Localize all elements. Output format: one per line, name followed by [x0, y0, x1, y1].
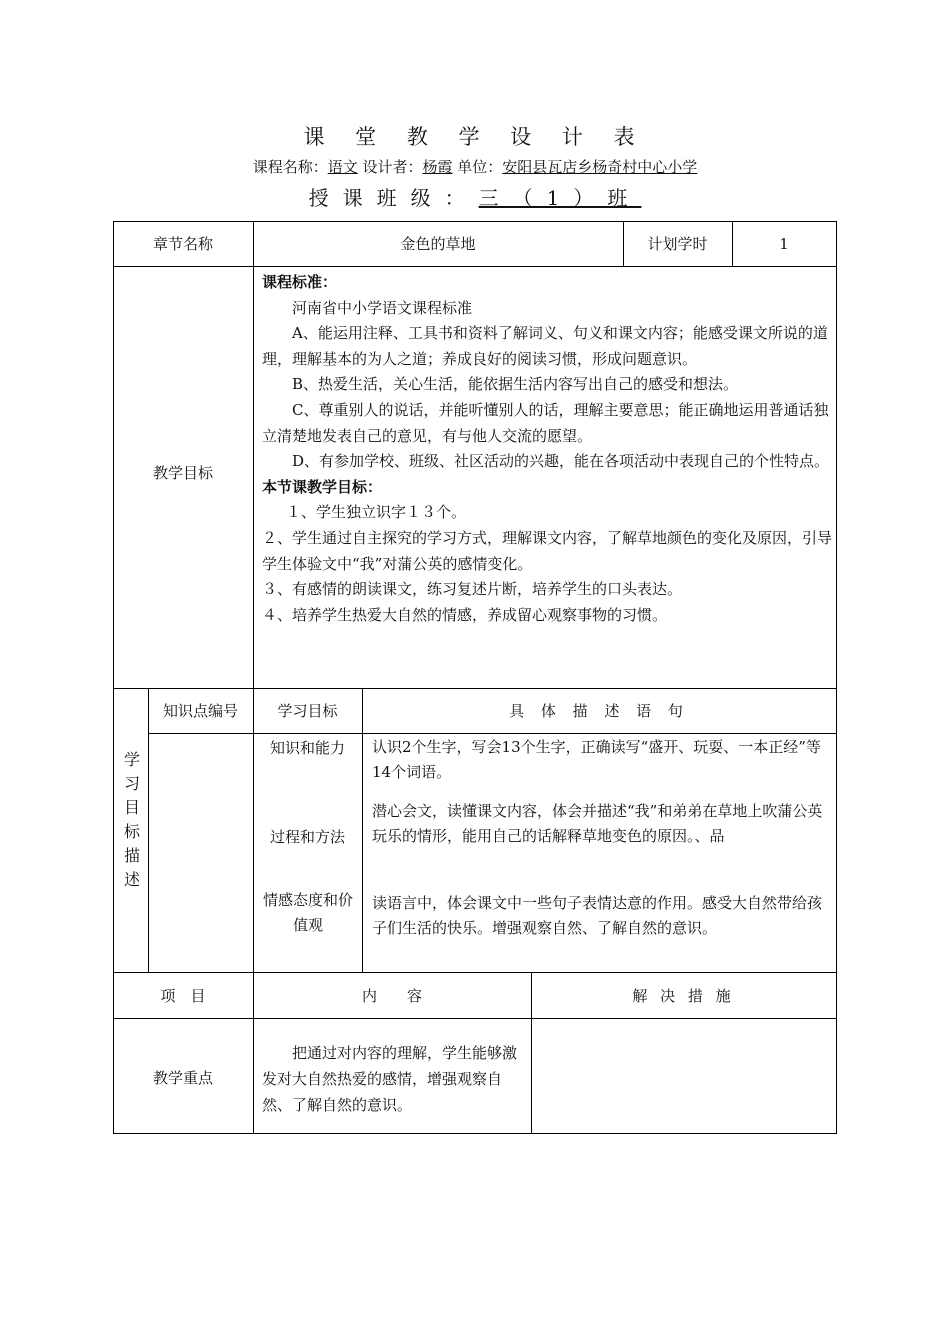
class-value: 三（1）班: [478, 186, 642, 210]
standard-item: B、热爱生活，关心生活，能依据生活内容写出自己的感受和想法。: [292, 375, 739, 394]
learning-goals-side-label: 学 习 目 标 描 述: [123, 750, 140, 889]
planned-hours-value: 1: [779, 235, 789, 253]
key-point-label: 教学重点: [152, 1069, 213, 1087]
unit-value: 安阳县瓦店乡杨奇村中心小学: [502, 158, 698, 176]
lesson-goals-heading: 本节课教学目标：: [262, 477, 383, 496]
class-line: [0, 182, 950, 211]
standard-item: A、能运用注释、工具书和资料了解词义、句义和课文内容；能感受课文所说的道理，理解基本的为人之道；养成良好的阅读习惯，形成问题意识。: [262, 324, 828, 368]
lesson-goal-item: ２、学生通过自主探究的学习方式，理解课文内容，了解草地颜色的变化及原因，引导学生体验文中“我”对蒲公英的感情变化。: [262, 528, 833, 573]
standard-item: D、有参加学校、班级、社区活动的兴趣，能在各项活动中表现自己的个性特点。: [292, 452, 830, 471]
class-label: 授课班级：: [308, 186, 479, 210]
form-title: 课 堂 教 学 设 计 表: [303, 125, 647, 149]
col-description: 具 体 描 述 语 句: [509, 702, 689, 720]
chapter-value: 金色的草地: [400, 235, 476, 253]
lesson-goal-item: ４、培养学生热爱大自然的情感，养成留心观察事物的习惯。: [262, 605, 668, 624]
col-knowledge-code: 知识点编号: [162, 702, 238, 720]
teaching-goals-content: [262, 270, 832, 628]
col-learning-goal: 学习目标: [277, 702, 338, 720]
desc-process: 潜心会文，读懂课文内容，体会并描述“我”和弟弟在草地上吹蒲公英玩乐的情形，能用自己的话解释草地变色的原因。、品: [372, 802, 823, 845]
goal-type-knowledge: 知识和能力: [269, 739, 345, 757]
goal-type-attitude: 情感态度和价值观: [262, 891, 353, 934]
chapter-label: 章节名称: [152, 235, 213, 253]
course-info-line: [0, 156, 950, 177]
planned-hours-label: 计划学时: [647, 235, 708, 253]
course-value: 语文: [327, 158, 358, 176]
designer-label: 设计者：: [357, 158, 423, 176]
col-item: 项 目: [160, 987, 206, 1005]
col-content: 内 容: [361, 987, 422, 1005]
desc-knowledge: 认识2个生字，写会13个生字，正确读写“盛开、玩耍、一本正经”等14个词语。: [372, 738, 821, 781]
goal-type-process: 过程和方法: [269, 828, 345, 846]
standard-heading: 课程标准：: [262, 273, 338, 291]
designer-value: 杨霞: [422, 158, 453, 176]
lesson-goal-item: ３、有感情的朗读课文，练习复述片断，培养学生的口头表达。: [262, 580, 683, 599]
lesson-goal-item: １、学生独立识字１３个。: [286, 503, 467, 522]
desc-attitude: 读语言中，体会课文中一些句子表情达意的作用。感受大自然带给孩子们生活的快乐。增强观察自然、了解自然的意识。: [372, 894, 823, 937]
standard-name: 河南省中小学语文课程标准: [292, 298, 473, 317]
col-measures: 解 决 措 施: [632, 987, 735, 1005]
course-label: 课程名称：: [252, 158, 328, 176]
key-point-content: 把通过对内容的理解，学生能够激发对大自然热爱的感情，增强观察自然、了解自然的意识。: [262, 1044, 518, 1114]
teaching-goals-label: 教学目标: [152, 464, 213, 482]
standard-item: C、尊重别人的说话，并能听懂别人的话，理解主要意思；能正确地运用普通话独立清楚地发表自己的意见，有与他人交流的愿望。: [262, 400, 829, 445]
unit-label: 单位：: [452, 158, 503, 176]
